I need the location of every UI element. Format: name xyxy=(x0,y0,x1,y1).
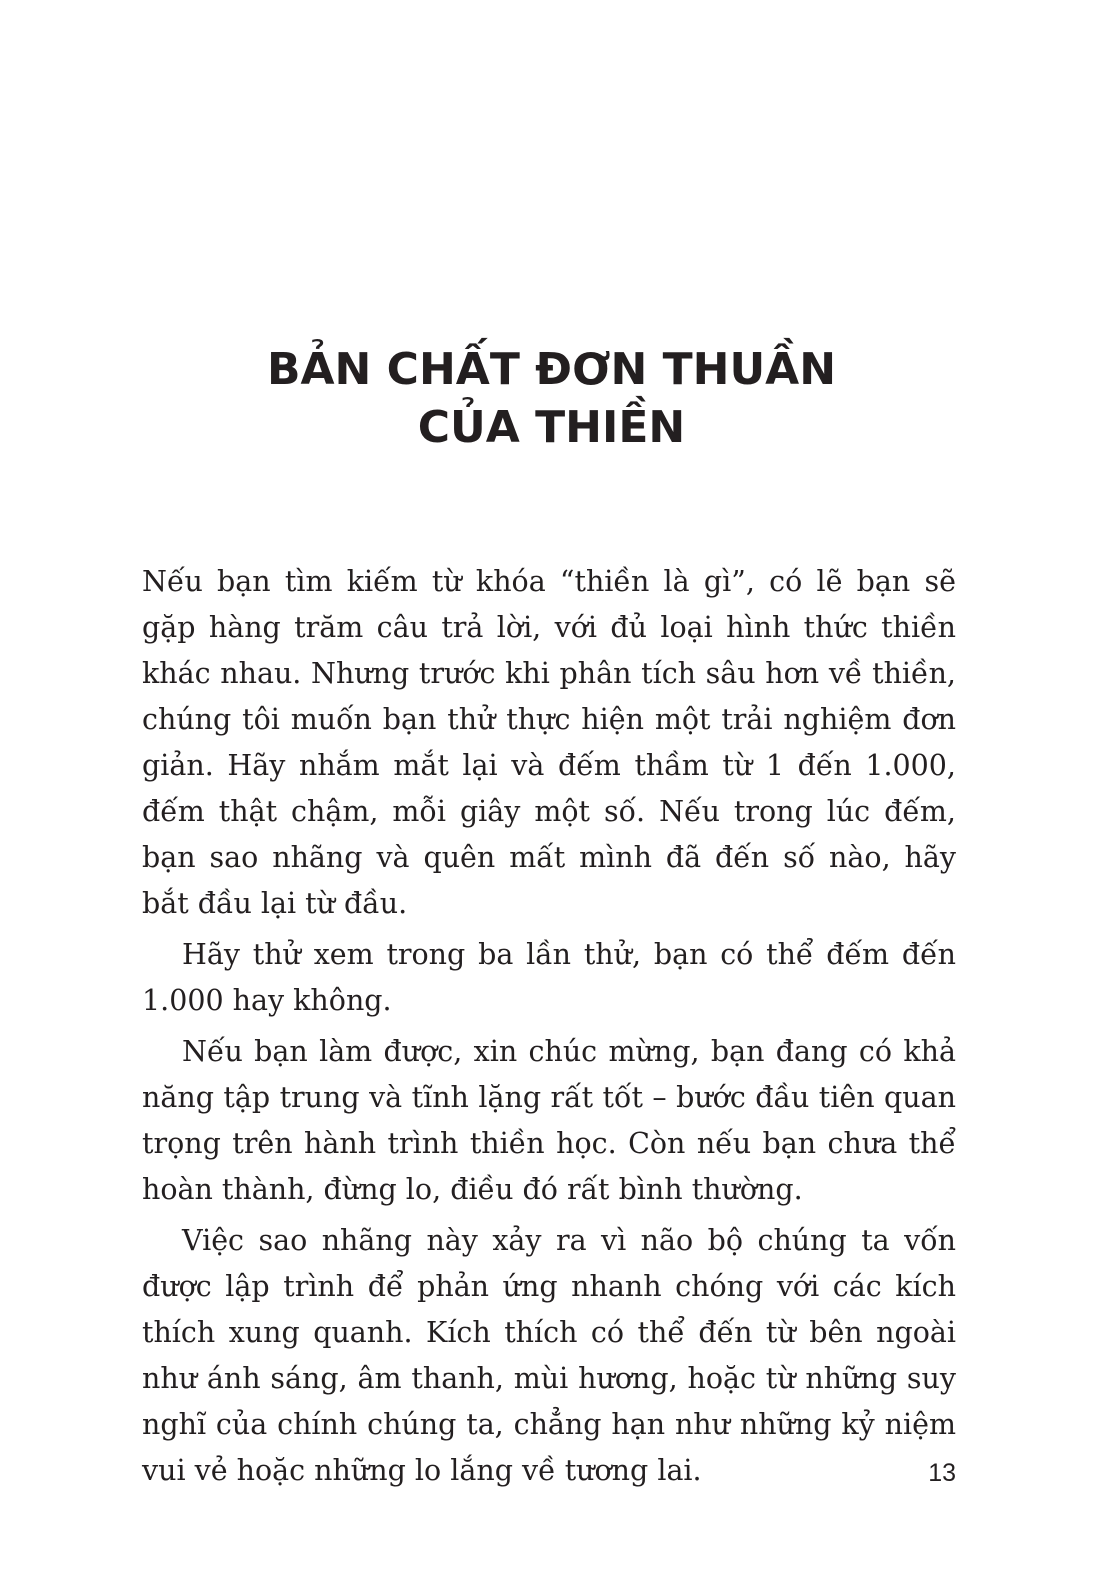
chapter-title xyxy=(0,341,1103,457)
paragraph-1: Nếu bạn tìm kiếm từ khóa “thiền là gì”, có lẽ bạn sẽ gặp hàng trăm câu trả lời, với đủ loại hình thức thiền khác nhau. Nhưng trước khi phân tích sâu hơn về thiền, chúng tôi muốn bạn thử thực hiện một trải nghiệm đơn giản. Hãy nhắm mắt lại và đếm thầm từ 1 đến 1.000, đếm thật chậm, mỗi giây một số. Nếu trong lúc đếm, bạn sao nhãng và quên mất mình đã đến số nào, hãy bắt đầu lại từ đầu. xyxy=(142,565,956,920)
chapter-title-line-1: BẢN CHẤT ĐƠN THUẦN xyxy=(266,344,837,396)
chapter-body xyxy=(142,559,956,1499)
chapter-title-line-2: CỦA THIỀN xyxy=(417,402,686,454)
paragraph-2: Hãy thử xem trong ba lần thử, bạn có thể đếm đến 1.000 hay không. xyxy=(142,938,956,1017)
paragraph-3: Nếu bạn làm được, xin chúc mừng, bạn đang có khả năng tập trung và tĩnh lặng rất tốt – bước đầu tiên quan trọng trên hành trình thiền học. Còn nếu bạn chưa thể hoàn thành, đừng lo, điều đó rất bình thường. xyxy=(142,1035,956,1206)
paragraph-4: Việc sao nhãng này xảy ra vì não bộ chúng ta vốn được lập trình để phản ứng nhanh chóng với các kích thích xung quanh. Kích thích có thể đến từ bên ngoài như ánh sáng, âm thanh, mùi hương, hoặc từ những suy nghĩ của chính chúng ta, chẳng hạn như những kỷ niệm vui vẻ hoặc những lo lắng về tương lai. xyxy=(142,1224,956,1487)
page-number: 13 xyxy=(928,1459,956,1487)
